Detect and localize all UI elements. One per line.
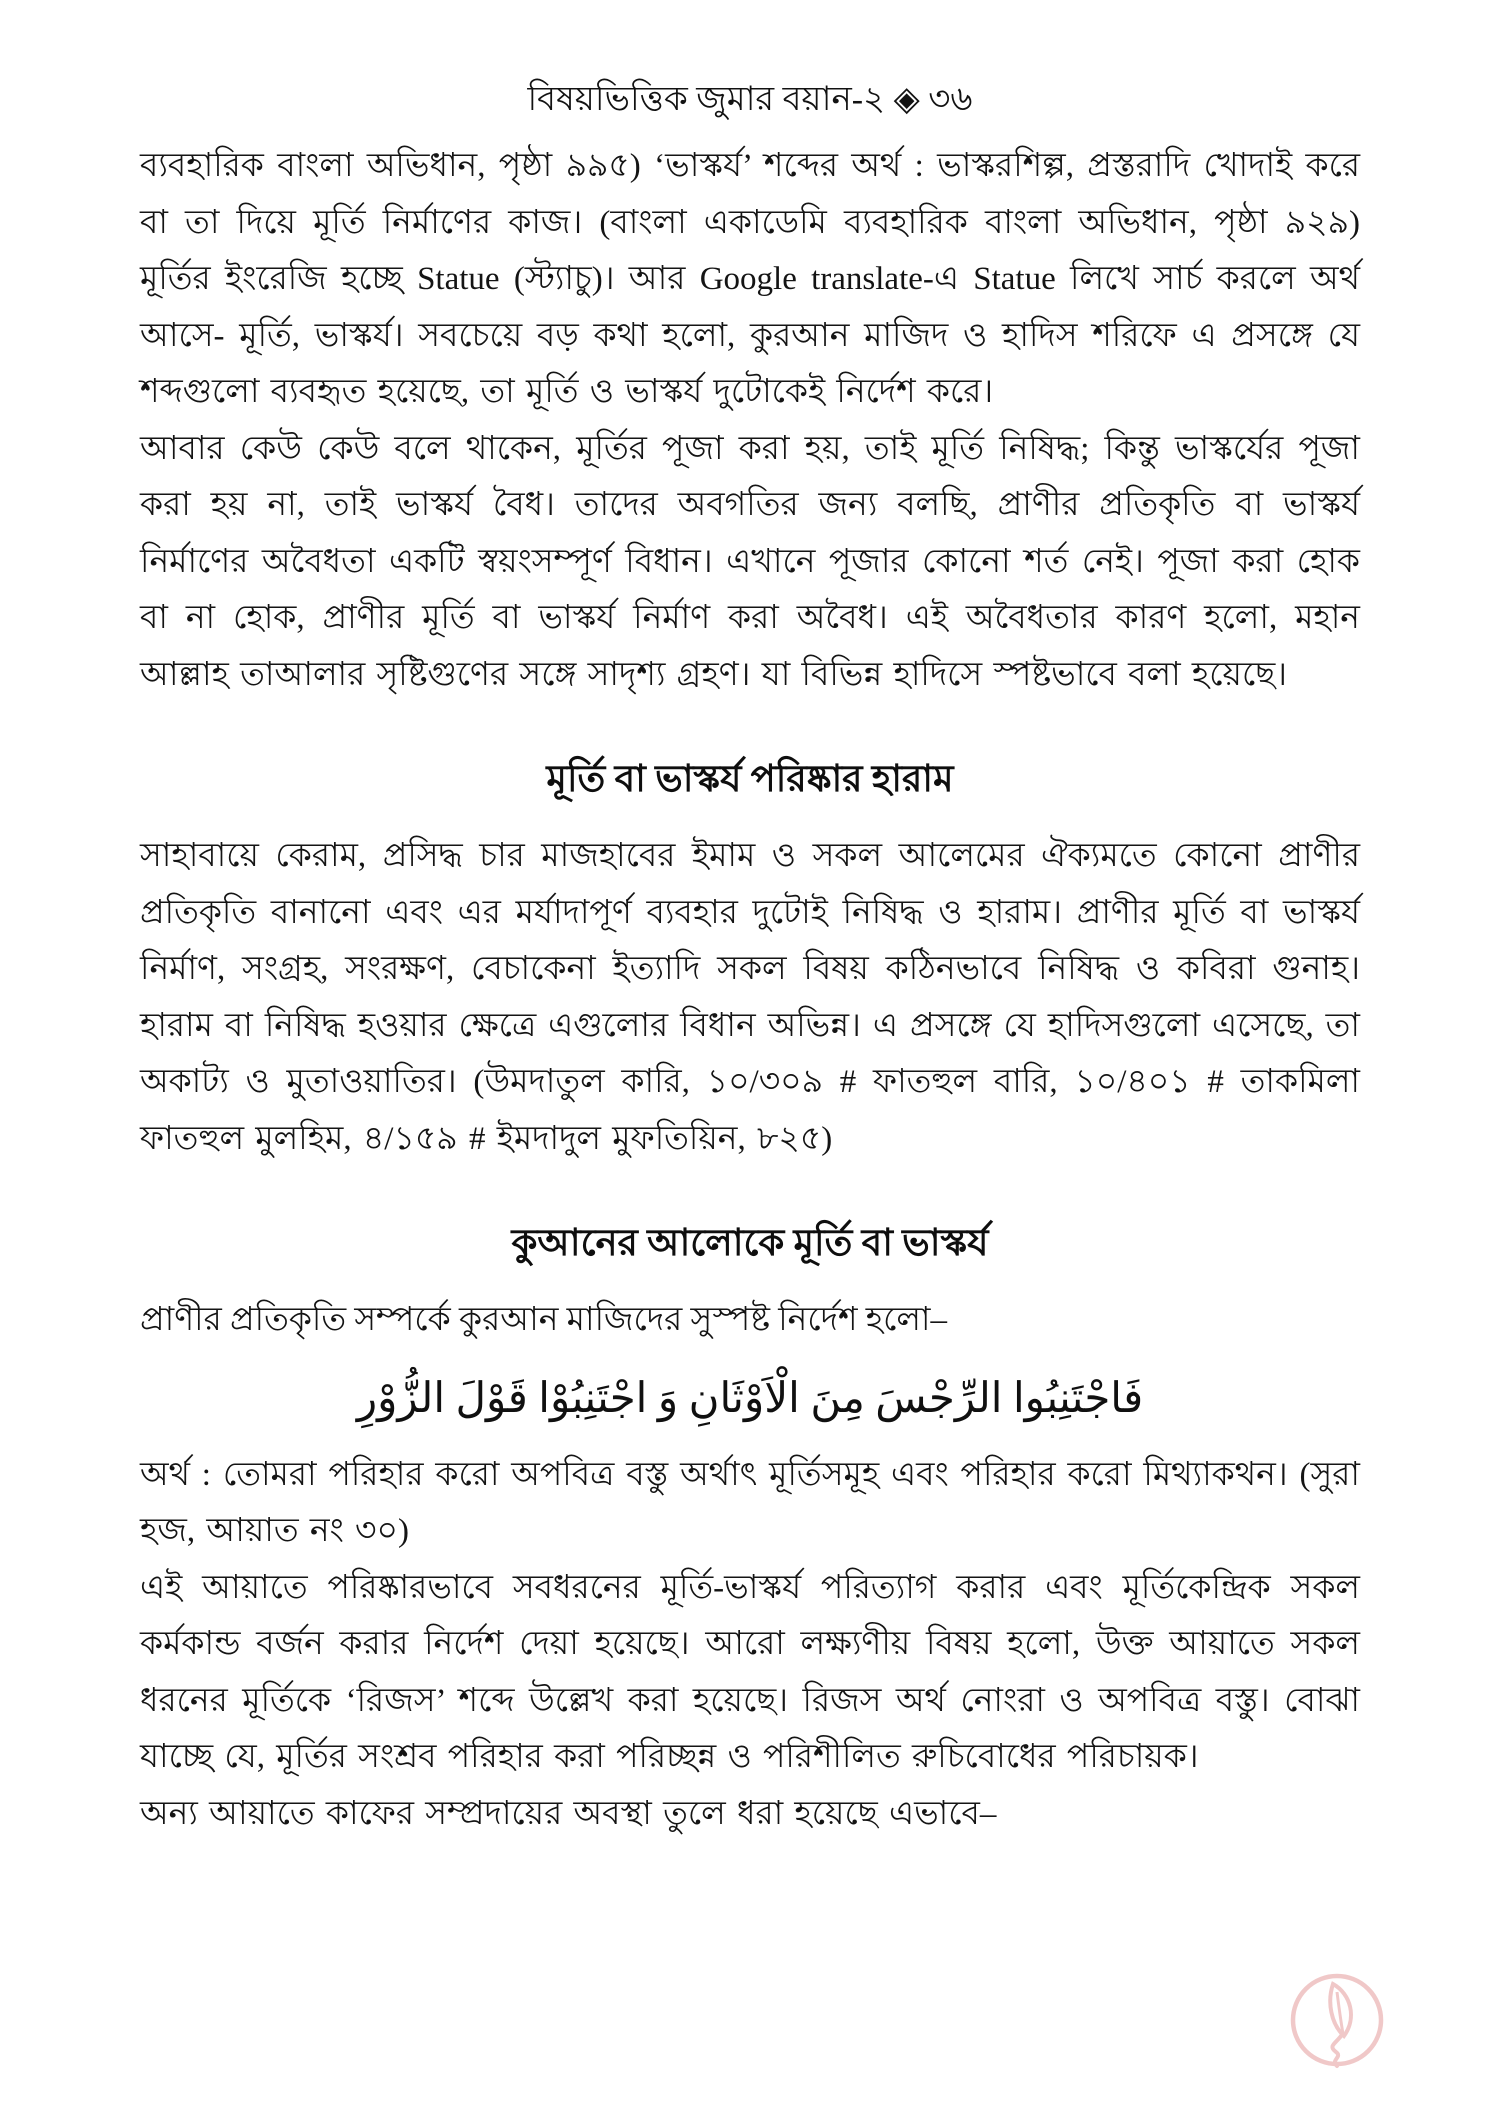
- paragraph-verse-explanation: এই আয়াতে পরিষ্কারভাবে সবধরনের মূর্তি-ভাস্কর্য পরিত্যাগ করার এবং মূর্তিকেন্দ্রিক সকল কর্মকান্ড বর্জন করার নির্দেশ দেয়া হয়েছে। আরো লক্ষ্যণীয় বিষয় হলো, উক্ত আয়াতে সকল ধরনের মূর্তিকে ‘রিজস’ শব্দে উল্লেখ করা হয়েছে। রিজস অর্থ নোংরা ও অপবিত্র বস্তু। বোঝা যাচ্ছে যে, মূর্তির সংশ্রব পরিহার করা পরিচ্ছন্ন ও পরিশীলিত রুচিবোধের পরিচায়ক।: [140, 1569, 1360, 1775]
- arabic-quran-verse: فَاجْتَنِبُوا الرِّجْسَ مِنَ الْاَوْثَانِ وَ اجْتَنِبُوْا قَوْلَ الزُّوْرِ: [356, 1375, 1144, 1422]
- paragraph-next-verse-intro: অন্য আয়াতে কাফের সম্প্রদায়ের অবস্থা তুলে ধরা হয়েছে এভাবে–: [140, 1795, 997, 1832]
- publisher-logo: [1287, 1966, 1387, 2074]
- verse-intro-line: প্রাণীর প্রতিকৃতি সম্পর্কে কুরআন মাজিদের সুস্পষ্ট নির্দেশ হলো–: [140, 1302, 947, 1338]
- paragraph-verse-translation: অর্থ : তোমরা পরিহার করো অপবিত্র বস্তু অর্থাৎ মূর্তিসমূহ এবং পরিহার করো মিথ্যাকথন। (সুরা হজ, আয়াত নং ৩০): [140, 1456, 1360, 1549]
- quill-circle-icon: [1287, 1966, 1387, 2074]
- paragraph-dictionary-definition: ব্যবহারিক বাংলা অভিধান, পৃষ্ঠা ৯৯৫) ‘ভাস্কর্য’ শব্দের অর্থ : ভাস্করশিল্প, প্রস্তরাদি খোদাই করে বা তা দিয়ে মূর্তি নির্মাণের কাজ। (বাংলা একাডেমি ব্যবহারিক বাংলা অভিধান, পৃষ্ঠা ৯২৯) মূর্তির ইংরেজি হচ্ছে Statue (স্ট্যাচু)। আর Google translate-এ Statue লিখে সার্চ করলে অর্থ আসে- মূর্তি, ভাস্কর্য। সবচেয়ে বড় কথা হলো, কুরআন মাজিদ ও হাদিস শরিফে এ প্রসঙ্গে যে শব্দগুলো ব্যবহৃত হয়েছে, তা মূর্তি ও ভাস্কর্য দুটোকেই নির্দেশ করে।: [140, 148, 1360, 410]
- page-header: বিষয়ভিত্তিক জুমার বয়ান-২ ◈ ৩৬: [527, 81, 973, 118]
- paragraph-argument: আবার কেউ কেউ বলে থাকেন, মূর্তির পূজা করা হয়, তাই মূর্তি নিষিদ্ধ; কিন্তু ভাস্কর্যের পূজা করা হয় না, তাই ভাস্কর্য বৈধ। তাদের অবগতির জন্য বলছি, প্রাণীর প্রতিকৃতি বা ভাস্কর্য নির্মাণের অবৈধতা একটি স্বয়ংসম্পূর্ণ বিধান। এখানে পূজার কোনো শর্ত নেই। পূজা করা হোক বা না হোক, প্রাণীর মূর্তি বা ভাস্কর্য নির্মাণ করা অবৈধ। এই অবৈধতার কারণ হলো, মহান আল্লাহ তাআলার সৃষ্টিগুণের সঙ্গে সাদৃশ্য গ্রহণ। যা বিভিন্ন হাদিসে স্পষ্টভাবে বলা হয়েছে।: [140, 430, 1360, 693]
- section-heading-haram: মূর্তি বা ভাস্কর্য পরিষ্কার হারাম: [546, 759, 954, 800]
- paragraph-scholarly-consensus: সাহাবায়ে কেরাম, প্রসিদ্ধ চার মাজহাবের ইমাম ও সকল আলেমের ঐক্যমতে কোনো প্রাণীর প্রতিকৃতি বানানো এবং এর মর্যাদাপূর্ণ ব্যবহার দুটোই নিষিদ্ধ ও হারাম। প্রাণীর মূর্তি বা ভাস্কর্য নির্মাণ, সংগ্রহ, সংরক্ষণ, বেচাকেনা ইত্যাদি সকল বিষয় কঠিনভাবে নিষিদ্ধ ও কবিরা গুনাহ। হারাম বা নিষিদ্ধ হওয়ার ক্ষেত্রে এগুলোর বিধান অভিন্ন। এ প্রসঙ্গে যে হাদিসগুলো এসেছে, তা অকাট্য ও মুতাওয়াতির। (উমদাতুল কারি, ১০/৩০৯ # ফাতহুল বারি, ১০/৪০১ # তাকমিলা ফাতহুল মুলহিম, ৪/১৫৯ # ইমদাদুল মুফতিয়িন, ৮২৫): [140, 838, 1360, 1157]
- section-heading-quran: কুআনের আলোকে মূর্তি বা ভাস্কর্য: [511, 1223, 989, 1264]
